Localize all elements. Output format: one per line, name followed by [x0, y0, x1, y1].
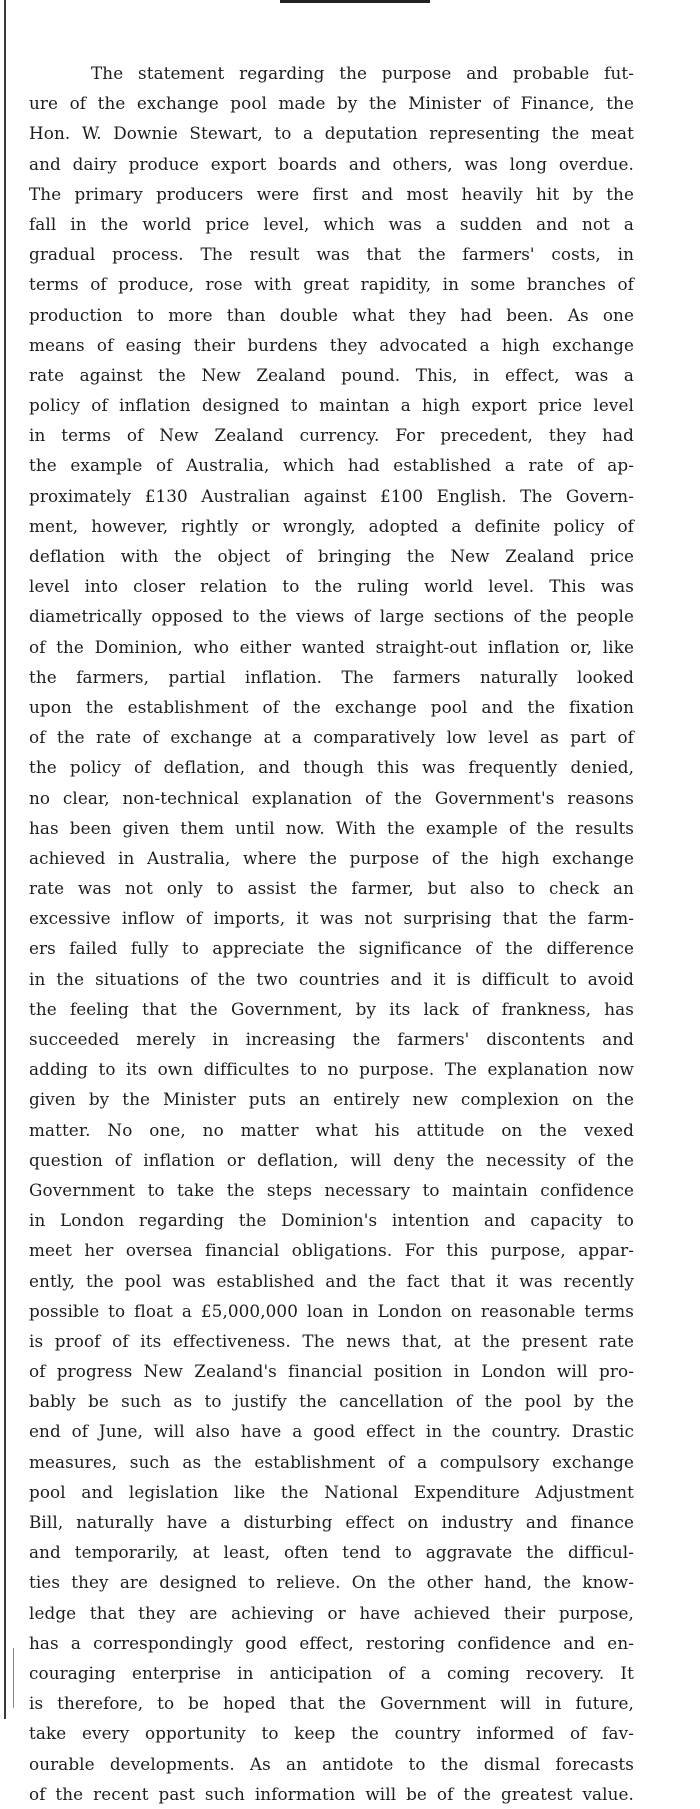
text-line: proximately £130 Australian against £100 English. The Govern-: [29, 485, 634, 506]
text-line: of progress New Zealand's financial position in London will pro-: [29, 1361, 634, 1382]
text-line: bably be such as to justify the cancellation of the pool by the: [29, 1391, 634, 1412]
text-line: Government to take the steps necessary to maintain confidence: [29, 1179, 634, 1200]
text-line: has a correspondingly good effect, restoring confidence and en-: [29, 1632, 634, 1653]
text-line: couraging enterprise in anticipation of a coming recovery. It: [29, 1662, 634, 1683]
text-line: and dairy produce export boards and others, was long overdue.: [29, 153, 634, 174]
text-line: of the rate of exchange at a comparatively low level as part of: [29, 727, 634, 748]
text-line: excessive inflow of imports, it was not surprising that the farm-: [29, 908, 634, 929]
text-line: in terms of New Zealand currency. For precedent, they had: [29, 425, 634, 446]
text-line: upon the establishment of the exchange pool and the fixation: [29, 696, 634, 717]
column-rule: [4, 0, 6, 1719]
text-line: fall in the world price level, which was a sudden and not a: [29, 213, 634, 234]
text-line: matter. No one, no matter what his attitude on the vexed: [29, 1119, 634, 1140]
text-line: ledge that they are achieving or have achieved their purpose,: [29, 1602, 634, 1623]
text-line: end of June, will also have a good effect in the country. Drastic: [29, 1421, 634, 1442]
text-line: the farmers, partial inflation. The farmers naturally looked: [29, 666, 634, 687]
text-line: succeeded merely in increasing the farmers' discontents and: [29, 1029, 634, 1049]
text-line: gradual process. The result was that the farmers' costs, in: [29, 244, 634, 265]
text-line: deflation with the object of bringing the New Zealand price: [29, 546, 634, 566]
text-line: ently, the pool was established and the fact that it was recently: [29, 1270, 634, 1291]
text-line: ourable developments. As an antidote to the dismal forecasts: [29, 1753, 634, 1774]
text-line: The statement regarding the purpose and probable fut-: [91, 63, 634, 83]
text-line: means of easing their burdens they advocated a high exchange: [29, 334, 634, 355]
text-line: ure of the exchange pool made by the Minister of Finance, the: [29, 93, 634, 114]
text-line: the example of Australia, which had established a rate of ap-: [29, 455, 634, 476]
text-line: possible to float a £5,000,000 loan in London on reasonable terms: [29, 1300, 634, 1321]
text-line: in the situations of the two countries and it is difficult to avoid: [29, 968, 634, 989]
text-line: terms of produce, rose with great rapidity, in some branches of: [29, 274, 634, 295]
text-line: achieved in Australia, where the purpose of the high exchange: [29, 847, 634, 868]
text-line: rate was not only to assist the farmer, but also to check an: [29, 878, 634, 899]
header-rule: [280, 0, 430, 3]
text-line: level into closer relation to the ruling world level. This was: [29, 576, 634, 597]
text-line: ment, however, rightly or wrongly, adopted a definite policy of: [29, 515, 634, 536]
text-line: question of inflation or deflation, will deny the necessity of the: [29, 1149, 634, 1170]
text-line: of the recent past such information will be of the greatest value.: [29, 1783, 634, 1804]
text-line: The primary producers were first and most heavily hit by the: [29, 183, 634, 204]
text-line: production to more than double what they had been. As one: [29, 304, 634, 325]
text-line: policy of inflation designed to maintan a high export price level: [29, 395, 634, 416]
text-line: rate against the New Zealand pound. This, in effect, was a: [29, 364, 634, 385]
text-line: take every opportunity to keep the country informed of fav-: [29, 1723, 634, 1744]
editorial-column: [29, 58, 634, 1809]
text-line: the feeling that the Government, by its lack of frankness, has: [29, 998, 634, 1019]
column-rule-inner: [13, 1648, 14, 1708]
text-line: of the Dominion, who either wanted straight-out inflation or, like: [29, 636, 634, 657]
text-line: ties they are designed to relieve. On the other hand, the know-: [29, 1572, 634, 1593]
text-line: given by the Minister puts an entirely new complexion on the: [29, 1089, 634, 1110]
text-line: in London regarding the Dominion's intention and capacity to: [29, 1210, 634, 1231]
text-line: no clear, non-technical explanation of the Government's reasons: [29, 787, 634, 808]
text-line: the policy of deflation, and though this was frequently denied,: [29, 757, 634, 778]
text-line: is proof of its effectiveness. The news that, at the present rate: [29, 1330, 634, 1351]
text-line: ers failed fully to appreciate the significance of the difference: [29, 938, 634, 959]
text-line: adding to its own difficultes to no purpose. The explanation now: [29, 1059, 634, 1080]
text-line: meet her oversea financial obligations. For this purpose, appar-: [29, 1240, 634, 1261]
text-line: Hon. W. Downie Stewart, to a deputation representing the meat: [29, 123, 634, 144]
text-line: Bill, naturally have a disturbing effect on industry and finance: [29, 1512, 634, 1532]
text-line: has been given them until now. With the example of the results: [29, 817, 634, 838]
text-line: pool and legislation like the National Expenditure Adjustment: [29, 1481, 634, 1502]
text-line: measures, such as the establishment of a compulsory exchange: [29, 1451, 634, 1472]
text-line: diametrically opposed to the views of large sections of the people: [29, 606, 634, 627]
text-line: is therefore, to be hoped that the Government will in future,: [29, 1693, 634, 1714]
text-line: and temporarily, at least, often tend to aggravate the difficul-: [29, 1542, 634, 1563]
